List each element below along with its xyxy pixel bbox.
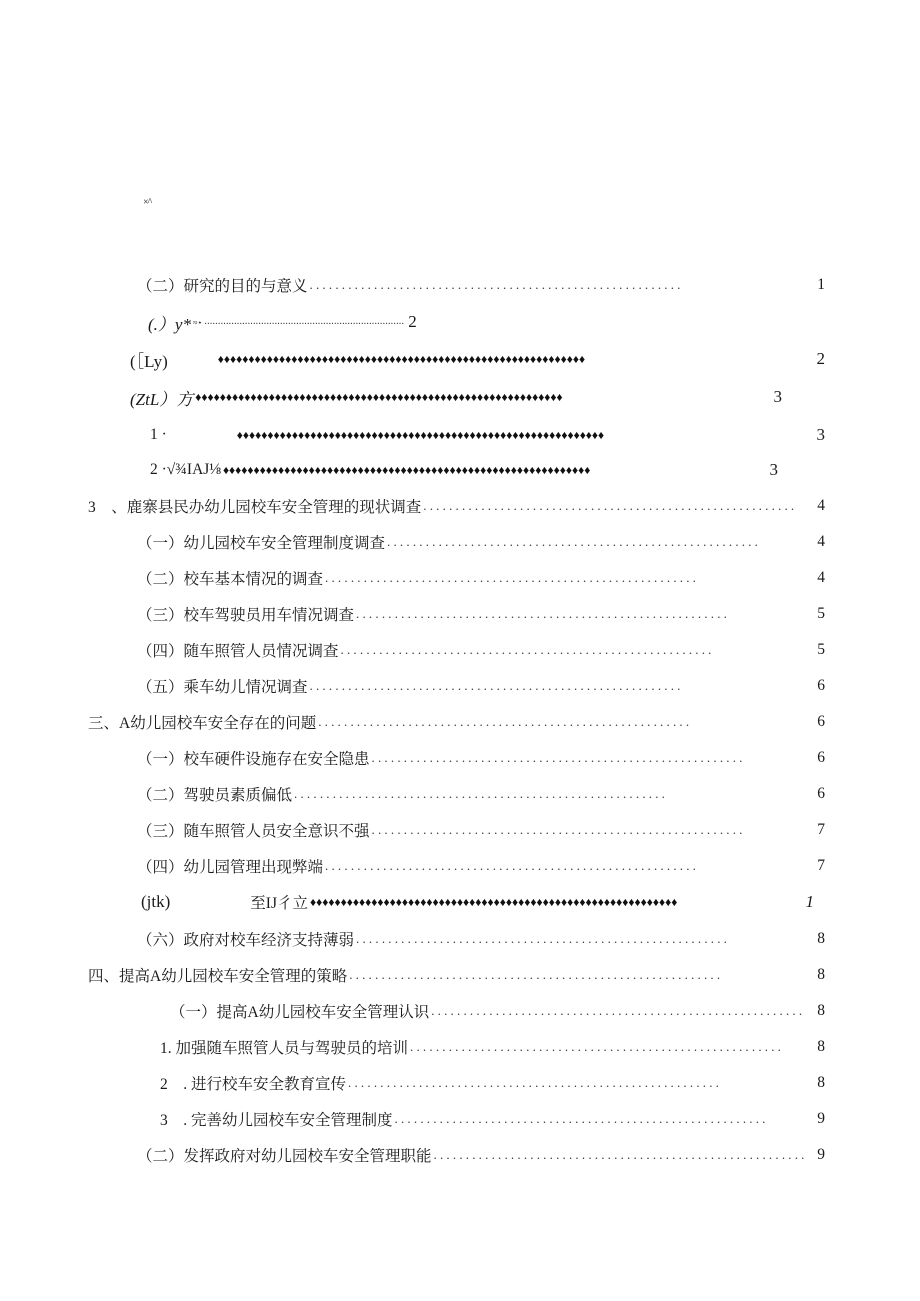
toc-entry[interactable] — [150, 459, 778, 481]
toc-entry-leader: .......................................................... — [431, 1003, 806, 1018]
toc-entry[interactable] — [137, 1144, 825, 1166]
toc-entry[interactable] — [130, 348, 825, 370]
toc-entry[interactable] — [141, 891, 814, 913]
toc-entry[interactable] — [150, 424, 825, 446]
toc-entry-title: （二）研究的目的与意义 — [137, 278, 308, 295]
toc-entry-leader: .......................................................... — [309, 678, 684, 693]
toc-entry[interactable] — [148, 311, 417, 334]
toc-entry-title: （三）校车驾驶员用车情况调查 — [137, 607, 355, 624]
toc-entry[interactable] — [88, 964, 825, 986]
toc-entry-leader: .......................................................... — [410, 1039, 785, 1054]
toc-entry-leader: ♦♦♦♦♦♦♦♦♦♦♦♦♦♦♦♦♦♦♦♦♦♦♦♦♦♦♦♦♦♦♦♦♦♦♦♦♦♦♦♦♦♦♦♦♦♦♦♦♦♦♦♦♦♦♦♦♦♦♦♦ — [309, 895, 678, 909]
toc-entry-title: (ZtL）方 — [130, 389, 194, 409]
toc-entry-page: 3 — [769, 460, 778, 479]
toc-entry-leader: .......................................................... — [387, 534, 762, 549]
toc-entry[interactable] — [137, 855, 825, 877]
toc-entry-leader: .......................................................... — [394, 1111, 769, 1126]
toc-entry-page: 8 — [817, 1038, 825, 1055]
toc-entry-leader: .......................................................... — [325, 570, 700, 585]
toc-entry-leader: ♦♦♦♦♦♦♦♦♦♦♦♦♦♦♦♦♦♦♦♦♦♦♦♦♦♦♦♦♦♦♦♦♦♦♦♦♦♦♦♦♦♦♦♦♦♦♦♦♦♦♦♦♦♦♦♦♦♦♦♦ — [195, 390, 563, 404]
toc-entry-title: （二）校车基本情况的调查 — [137, 571, 324, 588]
toc-entry[interactable] — [137, 274, 825, 296]
toc-entry[interactable] — [137, 783, 825, 805]
toc-entry-page: 8 — [817, 966, 825, 983]
toc-entry[interactable] — [160, 1072, 825, 1094]
toc-entry-page: 3 — [816, 425, 825, 444]
toc-entry-leader: .......................................................................... — [204, 316, 405, 327]
toc-entry-title: (［Ly) — [130, 351, 168, 371]
toc-entry-leader: .......................................................... — [318, 714, 693, 729]
toc-entry[interactable] — [137, 819, 825, 841]
toc-entry-page: 8 — [817, 930, 825, 947]
toc-entry-leader: .......................................................... — [325, 858, 700, 873]
toc-entry-page: 6 — [817, 677, 825, 694]
toc-entry[interactable] — [170, 1000, 825, 1022]
toc-entry[interactable] — [130, 386, 782, 408]
toc-entry[interactable] — [137, 531, 825, 553]
toc-entry-page: 1 — [817, 276, 825, 293]
toc-entry-title: （三）随车照管人员安全意识不强 — [137, 823, 370, 840]
toc-entry-title: （五）乘车幼儿情况调查 — [137, 679, 308, 696]
toc-entry-page: 7 — [817, 821, 825, 838]
toc-entry-page: 2 — [816, 349, 825, 368]
toc-entry[interactable] — [160, 1036, 825, 1058]
toc-entry[interactable] — [137, 747, 825, 769]
toc-entry-title: 三、A幼儿园校车安全存在的问题 — [88, 715, 317, 732]
toc-entry-title: 2 . 进行校车安全教育宣传 — [160, 1076, 347, 1093]
toc-entry-title: （一）幼儿园校车安全管理制度调查 — [137, 535, 386, 552]
toc-entry[interactable] — [88, 711, 825, 733]
toc-entry[interactable] — [137, 639, 825, 661]
toc-entry-title: （一）校车硬件设施存在安全隐患 — [137, 751, 370, 768]
toc-entry-leader: .......................................................... — [371, 822, 746, 837]
toc-entry[interactable] — [137, 567, 825, 589]
toc-entry-page: 4 — [817, 497, 825, 514]
toc-entry-leader: .......................................................... — [371, 750, 746, 765]
toc-entry-page: 3 — [773, 387, 782, 406]
toc-entry-leader: .......................................................... — [433, 1147, 808, 1162]
toc-entry-title-extra: 至IJ彳立 — [250, 895, 308, 912]
toc-entry-page: 4 — [817, 569, 825, 586]
toc-entry-page: 8 — [817, 1074, 825, 1091]
toc-entry-title: (.）y* — [148, 314, 191, 334]
toc-entry[interactable] — [88, 495, 825, 517]
toc-entry[interactable] — [137, 928, 825, 950]
toc-entry-page: 9 — [817, 1146, 825, 1163]
toc-entry-title: （四）随车照管人员情况调查 — [137, 643, 339, 660]
toc-entry-page: 1 — [805, 892, 814, 911]
toc-entry-title: 1 · — [150, 426, 167, 443]
toc-entry-title: (jtk) — [141, 892, 171, 911]
toc-entry-title: 3 . 完善幼儿园校车安全管理制度 — [160, 1112, 393, 1129]
toc-entry-page: 6 — [817, 749, 825, 766]
toc-entry-page: 8 — [817, 1002, 825, 1019]
toc-entry-title: 3 、鹿寨县民办幼儿园校车安全管理的现状调查 — [88, 499, 422, 516]
toc-entry-page: 5 — [817, 641, 825, 658]
toc-entry[interactable] — [160, 1108, 825, 1130]
toc-entry-title: 四、提高A幼儿园校车安全管理的策略 — [88, 968, 348, 985]
toc-entry-leader: .......................................................... — [356, 606, 731, 621]
toc-entry-leader: ♦♦♦♦♦♦♦♦♦♦♦♦♦♦♦♦♦♦♦♦♦♦♦♦♦♦♦♦♦♦♦♦♦♦♦♦♦♦♦♦♦♦♦♦♦♦♦♦♦♦♦♦♦♦♦♦♦♦♦♦ — [222, 463, 591, 477]
toc-entry-leader: ♦♦♦♦♦♦♦♦♦♦♦♦♦♦♦♦♦♦♦♦♦♦♦♦♦♦♦♦♦♦♦♦♦♦♦♦♦♦♦♦♦♦♦♦♦♦♦♦♦♦♦♦♦♦♦♦♦♦♦♦ — [236, 428, 605, 442]
toc-entry-page: 6 — [817, 785, 825, 802]
toc-entry-page: 5 — [817, 605, 825, 622]
toc-entry[interactable] — [137, 603, 825, 625]
toc-entry-leader: .......................................................... — [349, 967, 724, 982]
toc-entry-page: 9 — [817, 1110, 825, 1127]
toc-entry-title: 2 ·√¾IAJ⅛ — [150, 461, 221, 478]
header-mark: ×^ — [143, 197, 152, 208]
toc-entry-subtitle: ≈⋆ — [192, 317, 203, 327]
toc-entry-page: 2 — [408, 312, 417, 331]
toc-entry-leader: ♦♦♦♦♦♦♦♦♦♦♦♦♦♦♦♦♦♦♦♦♦♦♦♦♦♦♦♦♦♦♦♦♦♦♦♦♦♦♦♦♦♦♦♦♦♦♦♦♦♦♦♦♦♦♦♦♦♦♦♦ — [217, 352, 586, 366]
toc-entry-title: （一）提高A幼儿园校车安全管理认识 — [170, 1004, 430, 1021]
toc-entry-leader: .......................................................... — [423, 498, 798, 513]
toc-entry-leader: .......................................................... — [348, 1075, 723, 1090]
toc-entry-title: （二）发挥政府对幼儿园校车安全管理职能 — [137, 1148, 432, 1165]
toc-entry-page: 7 — [817, 857, 825, 874]
toc-entry-page: 6 — [817, 713, 825, 730]
toc-entry-leader: .......................................................... — [294, 786, 669, 801]
toc-entry-title: （六）政府对校车经济支持薄弱 — [137, 932, 355, 949]
toc-entry-title: （二）驾驶员素质偏低 — [137, 787, 293, 804]
toc-entry-leader: .......................................................... — [356, 931, 731, 946]
toc-entry[interactable] — [137, 675, 825, 697]
toc-entry-title: （四）幼儿园管理出现弊端 — [137, 859, 324, 876]
toc-entry-page: 4 — [817, 533, 825, 550]
toc-entry-title: 1. 加强随车照管人员与驾驶员的培训 — [160, 1040, 409, 1057]
toc-entry-leader: .......................................................... — [309, 277, 684, 292]
toc-entry-leader: .......................................................... — [340, 642, 715, 657]
